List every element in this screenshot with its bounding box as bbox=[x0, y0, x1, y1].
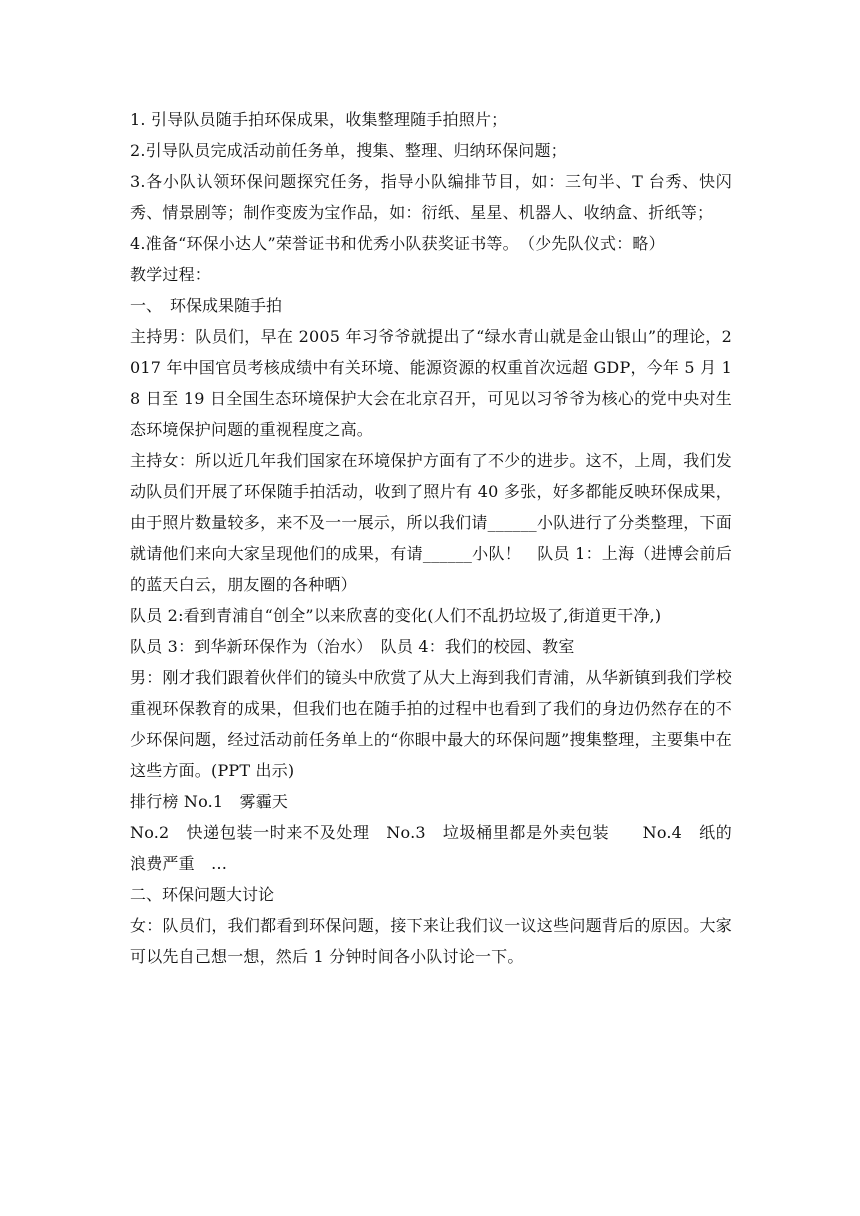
paragraph-4: 4.准备“环保小达人”荣誉证书和优秀小队获奖证书等。 （少先队仪式：略） bbox=[130, 234, 665, 253]
paragraph-1: 1. 引导队员随手拍环保成果，收集整理随手拍照片； bbox=[130, 110, 508, 129]
paragraph-teaching-process: 教学过程： bbox=[130, 265, 212, 284]
paragraph-ranking-2-4: No.2 快递包装一时来不及处理 No.3 垃圾桶里都是外卖包装 No.4 纸的浪费严重 … bbox=[130, 823, 732, 873]
paragraph-female-2: 女：队员们，我们都看到环保问题，接下来让我们议一议这些问题背后的原因。大家可以先自己想一想，然后 1 分钟时间各小队讨论一下。 bbox=[130, 916, 732, 966]
paragraph-member-2: 队员 2:看到青浦自“创全”以来欣喜的变化(人们不乱扔垃圾了,街道更干净,) bbox=[130, 606, 662, 625]
paragraph-male-2: 男：刚才我们跟着伙伴们的镜头中欣赏了从大上海到我们青浦，从华新镇到我们学校重视环保教育的成果，但我们也在随手拍的过程中也看到了我们的身边仍然存在的不少环保问题，经过活动前任务单上的“你眼中最大的环保问题”搜集整理，主要集中在这些方面。(PPT 出示) bbox=[130, 668, 732, 780]
paragraph-ranking-1: 排行榜 No.1 雾霾天 bbox=[130, 792, 289, 811]
paragraph-host-male-1: 主持男：队员们，早在 2005 年习爷爷就提出了“绿水青山就是金山银山”的理论，2017 年中国官员考核成绩中有关环境、能源资源的权重首次远超 GDP，今年 5 月 18 日至 19 日全国生态环境保护大会在北京召开，可见以习爷爷为核心的党中央对生态环境保护问题的重视程度之高。 bbox=[130, 327, 732, 439]
paragraph-3: 3.各小队认领环保问题探究任务，指导小队编排节目，如：三句半、T 台秀、快闪秀、情景剧等；制作变废为宝作品，如：衍纸、星星、机器人、收纳盒、折纸等； bbox=[130, 172, 732, 222]
paragraph-member-3-4: 队员 3：到华新环保作为（治水） 队员 4：我们的校园、教室 bbox=[130, 637, 575, 656]
paragraph-host-female-1: 主持女：所以近几年我们国家在环境保护方面有了不少的进步。这不，上周，我们发动队员们开展了环保随手拍活动，收到了照片有 40 多张，好多都能反映环保成果，由于照片数量较多，来不及一一展示，所以我们请______小队进行了分类整理，下面就请他们来向大家呈现他们的成果，有请______小队！ 队员 1：上海（进博会前后的蓝天白云，朋友圈的各种晒） bbox=[130, 451, 732, 594]
section-heading-2: 二、环保问题大讨论 bbox=[130, 885, 275, 904]
paragraph-2: 2.引导队员完成活动前任务单，搜集、整理、归纳环保问题； bbox=[130, 141, 567, 160]
section-heading-1: 一、 环保成果随手拍 bbox=[130, 296, 283, 315]
